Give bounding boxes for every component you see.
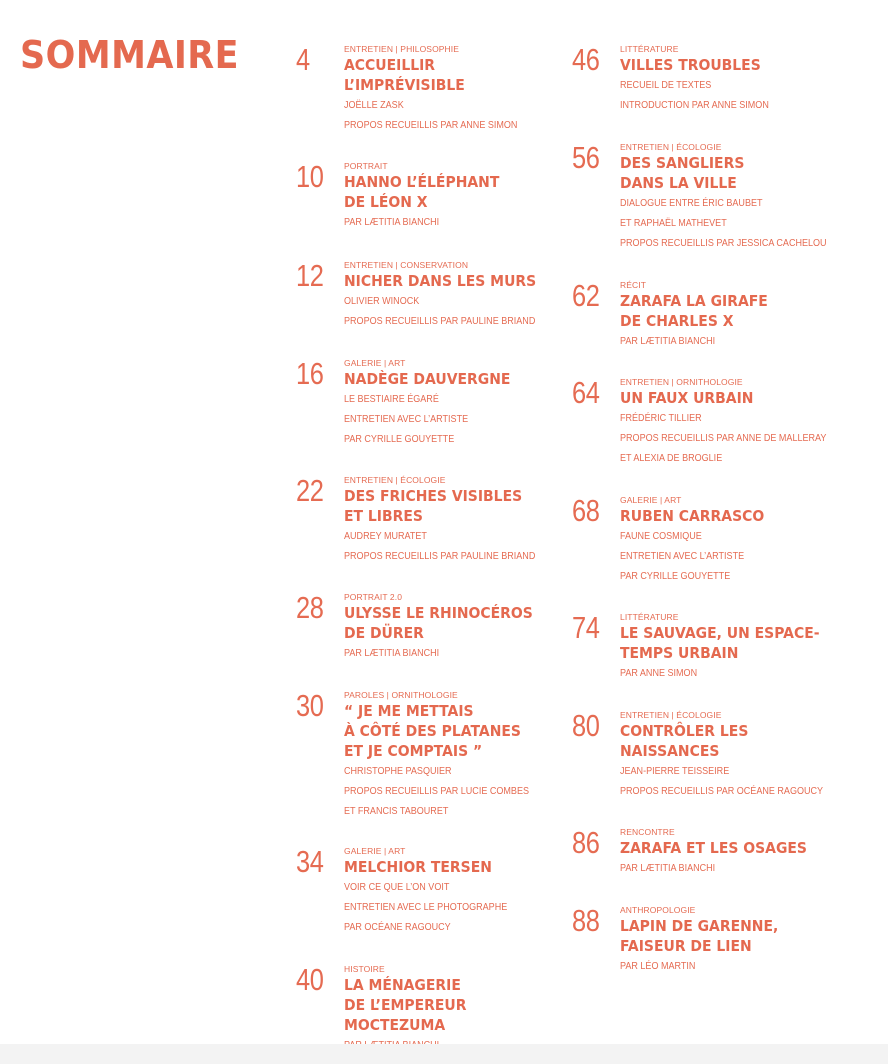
entry-credit: ENTRETIEN AVEC L’ARTISTE [344, 413, 469, 425]
entry-credit: PROPOS RECUEILLIS PAR LUCIE COMBES [344, 785, 530, 797]
entry-category: GALERIE | ART [344, 358, 406, 368]
entry-headline-line: ET JE COMPTAIS ” [344, 742, 483, 760]
entry-credit: LE BESTIAIRE ÉGARÉ [344, 393, 439, 405]
page-number: 80 [572, 708, 600, 743]
entry-credit: PROPOS RECUEILLIS PAR JESSICA CACHELOU [620, 237, 827, 249]
page-number: 10 [296, 159, 324, 194]
entry-credit: FRÉDÉRIC TILLIER [620, 412, 702, 424]
entry-headline-line: L’IMPRÉVISIBLE [344, 76, 465, 94]
entry-headline-line: LAPIN DE GARENNE, [620, 917, 779, 935]
entry-body [620, 827, 840, 878]
entry-headline-line: À CÔTÉ DES PLATANES [344, 722, 521, 740]
entry-body [620, 905, 840, 976]
entry-headline [620, 153, 818, 193]
entry-headline-line: MELCHIOR TERSEN [344, 858, 492, 876]
entry-body [344, 358, 564, 449]
entry-credit: PROPOS RECUEILLIS PAR OCÉANE RAGOUCY [620, 785, 824, 797]
entry-category: RÉCIT [620, 280, 646, 290]
entry-headline-line: HANNO L’ÉLÉPHANT [344, 173, 500, 191]
entry-headline-line: FAISEUR DE LIEN [620, 937, 752, 955]
page-number: 30 [296, 688, 324, 723]
entry-credit: PAR LÉO MARTIN [620, 960, 696, 972]
entry-headline [344, 975, 542, 1035]
entry-category: LITTÉRATURE [620, 612, 679, 622]
entry-credit: PAR LÆTITIA BIANCHI [620, 335, 716, 347]
entry-credit: PAR LÆTITIA BIANCHI [344, 216, 440, 228]
entry-credit: PROPOS RECUEILLIS PAR PAULINE BRIAND [344, 550, 536, 562]
entry-credit: PAR ANNE SIMON [620, 667, 698, 679]
entry-body [344, 690, 564, 821]
entry-headline-line: RUBEN CARRASCO [620, 507, 765, 525]
entry-body [344, 846, 564, 937]
entry-headline [620, 623, 818, 663]
entry-headline-line: DANS LA VILLE [620, 174, 737, 192]
entry-headline [344, 857, 542, 877]
entry-headline-line: DE LÉON X [344, 193, 428, 211]
entry-credit: FAUNE COSMIQUE [620, 530, 702, 542]
entry-headline [344, 701, 542, 761]
entry-headline [344, 172, 542, 212]
entry-headline-line: TEMPS URBAIN [620, 644, 739, 662]
entry-headline [620, 506, 818, 526]
entry-headline-line: ULYSSE LE RHINOCÉROS [344, 604, 533, 622]
entry-credit: ENTRETIEN AVEC L’ARTISTE [620, 550, 745, 562]
entry-headline-line: ZARAFA LA GIRAFE [620, 292, 768, 310]
entry-credit: PAR LÆTITIA BIANCHI [620, 862, 716, 874]
entry-credit: ET RAPHAËL MATHEVET [620, 217, 727, 229]
entry-headline-line: NICHER DANS LES MURS [344, 272, 537, 290]
entry-body [344, 592, 564, 663]
entry-body [344, 964, 564, 1055]
page-number: 28 [296, 590, 324, 625]
entry-credit: PAR CYRILLE GOUYETTE [620, 570, 731, 582]
entry-credit: PAR CYRILLE GOUYETTE [344, 433, 455, 445]
entry-category: GALERIE | ART [344, 846, 406, 856]
entry-body [344, 161, 564, 232]
entry-credit: CHRISTOPHE PASQUIER [344, 765, 452, 777]
entry-headline [344, 271, 542, 291]
entry-credit: INTRODUCTION PAR ANNE SIMON [620, 99, 769, 111]
entry-headline [620, 721, 818, 761]
entry-category: RENCONTRE [620, 827, 675, 837]
entry-category: ANTHROPOLOGIE [620, 905, 696, 915]
entry-credit: AUDREY MURATET [344, 530, 427, 542]
entry-headline [620, 916, 818, 956]
entry-headline [344, 486, 542, 526]
entry-headline [344, 603, 542, 643]
entry-category: PORTRAIT [344, 161, 388, 171]
entry-headline [344, 55, 542, 95]
entry-headline [620, 388, 818, 408]
entry-body [620, 710, 840, 801]
entry-body [620, 495, 840, 586]
page-number: 62 [572, 278, 600, 313]
entry-headline-line: DES FRICHES VISIBLES [344, 487, 523, 505]
entry-headline-line: UN FAUX URBAIN [620, 389, 754, 407]
entry-category: ENTRETIEN | ÉCOLOGIE [344, 475, 446, 485]
page-number: 86 [572, 825, 600, 860]
entry-body [620, 280, 840, 351]
entry-credit: RECUEIL DE TEXTES [620, 79, 712, 91]
page-number: 68 [572, 493, 600, 528]
entry-headline [344, 369, 542, 389]
entry-credit: PROPOS RECUEILLIS PAR ANNE DE MALLERAY [620, 432, 827, 444]
entry-headline-line: ET LIBRES [344, 507, 423, 525]
page-number: 34 [296, 844, 324, 879]
entry-headline [620, 291, 818, 331]
entry-body [344, 475, 564, 566]
page-title: SOMMAIRE [20, 33, 240, 77]
entry-headline-line: NAISSANCES [620, 742, 720, 760]
page-number: 46 [572, 42, 600, 77]
entry-headline-line: CONTRÔLER LES [620, 722, 749, 740]
entry-headline-line: DE DÜRER [344, 624, 424, 642]
bottom-band [0, 1044, 888, 1064]
entry-headline-line: VILLES TROUBLES [620, 56, 761, 74]
entry-headline-line: ACCUEILLIR [344, 56, 436, 74]
entry-category: ENTRETIEN | CONSERVATION [344, 260, 469, 270]
entry-headline [620, 55, 818, 75]
entry-body [620, 142, 840, 253]
entry-credit: DIALOGUE ENTRE ÉRIC BAUBET [620, 197, 763, 209]
entry-credit: JEAN-PIERRE TEISSEIRE [620, 765, 730, 777]
entry-headline-line: LA MÉNAGERIE [344, 976, 461, 994]
page-number: 74 [572, 610, 600, 645]
entry-body [620, 612, 840, 683]
entry-headline-line: NADÈGE DAUVERGNE [344, 370, 511, 388]
entry-category: ENTRETIEN | ÉCOLOGIE [620, 142, 722, 152]
entry-category: ENTRETIEN | ORNITHOLOGIE [620, 377, 743, 387]
page-number: 16 [296, 356, 324, 391]
entry-category: PAROLES | ORNITHOLOGIE [344, 690, 458, 700]
entry-body [344, 260, 564, 331]
entry-credit: ET ALEXIA DE BROGLIE [620, 452, 723, 464]
entry-category: ENTRETIEN | ÉCOLOGIE [620, 710, 722, 720]
entry-body [620, 377, 840, 468]
entry-credit: ET FRANCIS TABOURET [344, 805, 449, 817]
entry-credit: OLIVIER WINOCK [344, 295, 420, 307]
page-number: 12 [296, 258, 324, 293]
entry-headline-line: “ JE ME METTAIS [344, 702, 474, 720]
entry-body [344, 44, 564, 135]
entry-headline-line: ZARAFA ET LES OSAGES [620, 839, 807, 857]
entry-category: ENTRETIEN | PHILOSOPHIE [344, 44, 460, 54]
entry-category: GALERIE | ART [620, 495, 682, 505]
page-number: 22 [296, 473, 324, 508]
entry-category: PORTRAIT 2.0 [344, 592, 403, 602]
entry-category: HISTOIRE [344, 964, 385, 974]
entry-headline-line: LE SAUVAGE, UN ESPACE- [620, 624, 820, 642]
entry-headline-line: MOCTEZUMA [344, 1016, 446, 1034]
entry-credit: PROPOS RECUEILLIS PAR PAULINE BRIAND [344, 315, 536, 327]
entry-credit: PAR OCÉANE RAGOUCY [344, 921, 451, 933]
entry-headline-line: DE L’EMPEREUR [344, 996, 467, 1014]
entry-credit: PROPOS RECUEILLIS PAR ANNE SIMON [344, 119, 518, 131]
entry-category: LITTÉRATURE [620, 44, 679, 54]
page-number: 4 [296, 42, 310, 77]
entry-credit: PAR LÆTITIA BIANCHI [344, 647, 440, 659]
entry-credit: VOIR CE QUE L’ON VOIT [344, 881, 450, 893]
entry-headline-line: DES SANGLIERS [620, 154, 745, 172]
entry-headline-line: DE CHARLES X [620, 312, 734, 330]
page-number: 88 [572, 903, 600, 938]
page-number: 40 [296, 962, 324, 997]
page-number: 64 [572, 375, 600, 410]
entry-headline [620, 838, 818, 858]
entry-body [620, 44, 840, 115]
entry-credit: ENTRETIEN AVEC LE PHOTOGRAPHE [344, 901, 508, 913]
page-number: 56 [572, 140, 600, 175]
entry-credit: JOËLLE ZASK [344, 99, 404, 111]
